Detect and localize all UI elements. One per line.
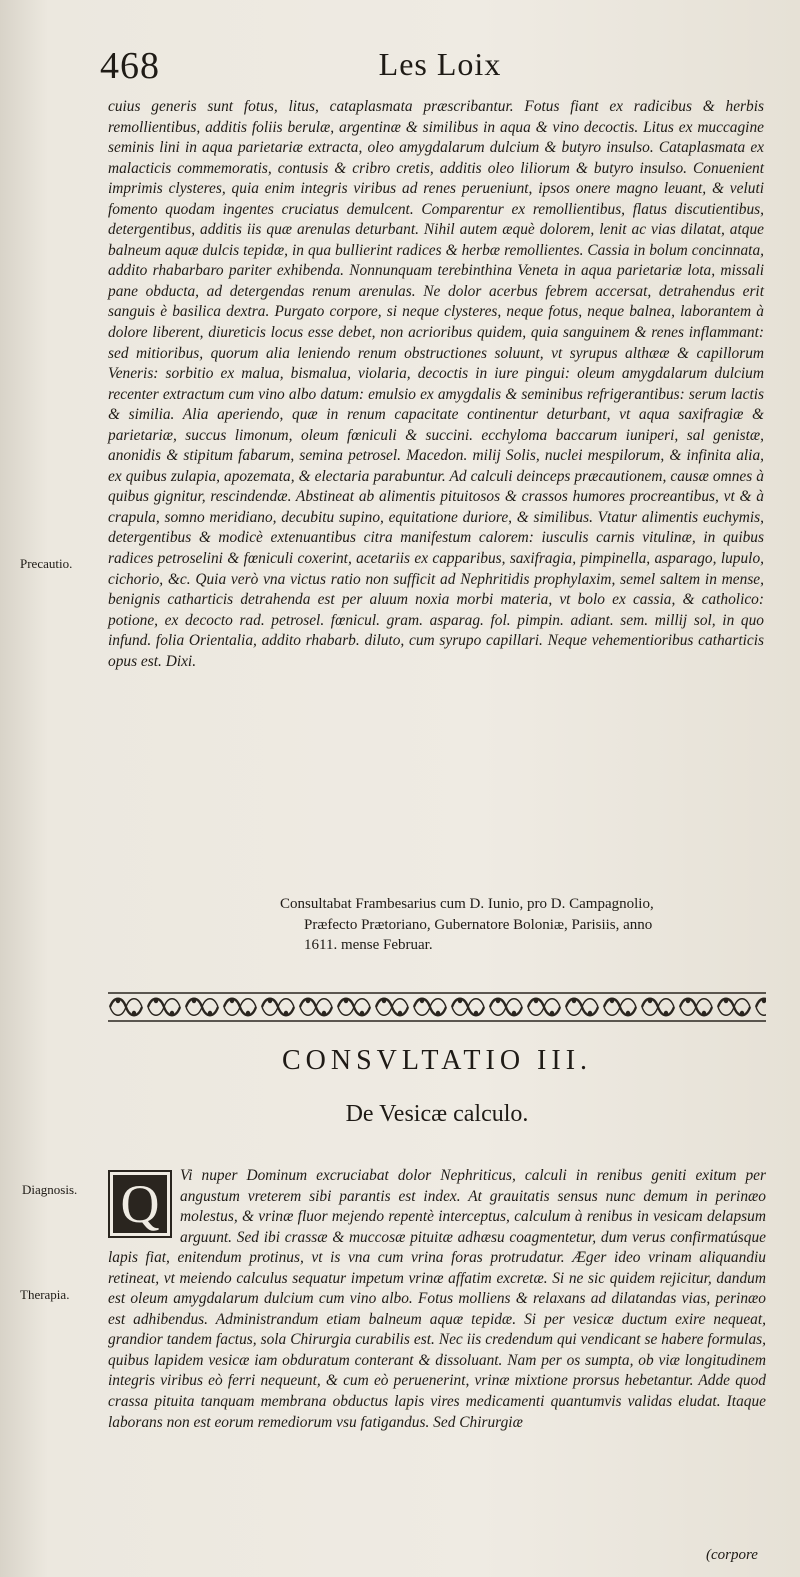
signature-line-3: 1611. mense Februar. [304, 937, 433, 953]
signature-line-1: Consultabat Frambesarius cum D. Iunio, pro D. Campagnolio, [280, 896, 654, 912]
signature-line-2: Præfecto Prætoriano, Gubernatore Boloniæ, Parisiis, anno [304, 916, 653, 933]
drop-cap: Q [108, 1170, 172, 1238]
body-paragraph-1: cuius generis sunt fotus, litus, cataplasmata præscribantur. Fotus fiant ex radicibus & herbis remollientibus, additis foliis berulæ, argentinæ & similibus in aqua & vino decoctis. Litus ex muccagine seminis lini in aqua parietariæ extracta, oleo amygdalarum dulcium & butyro insulso. Cataplasmata ex malacticis commemoratis, contusis & cribro cretis, additis oleo liliorum & butyro insulso. Conuenient imprimis clysteres, quia enim integris viribus ad renes perueniunt, ipsos onere magno leuant, & veluti fomento quodam ingentes cruciatus demulcent. Comparentur ex remollientibus, flatus discutientibus, detergentibus, additis iis quæ arenulas deturbant. Nihil autem æquè dolorem, lenit ac vias dilatat, atque balneum aquæ dulcis tepidæ, in qua bullierint radices & herbæ remollientes. Cassia in bolum concinnata, addito rhabarbaro pariter exhibenda. Nonnunquam terebinthina Veneta in aqua parietariæ lota, missali pane obducta, ad detergendas renum arenulas. Ne dolor acerbus febrem accersat, detrahendus erit sanguis è basilica dextra. Purgato corpore, si neque clysteres, neque fotus, neque balnea, laborantem à dolore liberent, diureticis locus esse debet, non acrioribus quidem, quia sanguinem & renes inflammant: sed mitioribus, quorum alia leniendo renum obstructiones soluunt, vt syrupus althææ & capillorum Veneris: sorbitio ex malua, bismalua, violaria, decoctis in iure pingui: oleum amygdalarum dulcium recenter extractum cum vino albo datum: emulsio ex amygdalis & seminibus refrigerantibus: serum lactis & similia. Alia aperiendo, quæ in renum capacitate continentur deturbant, vt aqua saxifragiæ & parietariæ, succus limonum, oleum fœniculi & succini. ecchyloma baccarum iuniperi, sal genistæ, anonidis & stipitum fabarum, semina petrosel. Macedon. milij Solis, nuclei mespilorum, & infinita alia, ex quibus zulapia, apozemata, & electaria parabuntur. Ad calculi deinceps præcautionem, causæ omnes à quibus gignitur, rescindendæ. Abstineat ab alimentis pituitosos & crassos humores procreantibus, vt & à crapula, somno meridiano, decubitu supino, equitatione duriore, & similibus. Vtatur alimentis euchymis, detergentibus & modicè extenuantibus citra manifestum calorem: iusculis carnis vitulinæ, in quibus radices petroselini & fœniculi coxerint, acetariis ex capparibus, saxifragia, pimpinella, asparago, lupulo, cichorio, &c. Quia verò vna victus ratio non sufficit ad Nephritidis prophylaxim, semel saltem in mense, benignis catharticis detrahenda est per aluum noxia morbi materia, vt bolo ex cassia, & catholico: potione, ex decocto rad. petrosel. fœnicul. gram. asparag. fol. pimpin. adiant. sem. millij sol, in quo infund. folia Orientalia, addito rhabarb. diluto, cum syrupo capillari. Neque vehementioribus catharticis opus est. Dixi. [108, 98, 764, 670]
ornamental-divider [108, 990, 766, 1024]
consultation-signature [280, 894, 772, 956]
running-title: Les Loix [378, 46, 502, 82]
margin-note-therapia: Therapia. [20, 1287, 70, 1302]
paragraph-2-text: Vi nuper Dominum excruciabat dolor Nephriticus, calculi in renibus geniti exitum per angustum vreterem sibi parantis est index. At grauitatis sensus nunc demum in perinæo molestus, & vrinæ fluor mejendo repentè interceptus, calculum à renibus in vesicam delapsum arguunt. Sed ibi crassæ & muccosæ pituitæ adhæsu coagmentetur, dum verus confirmatúsque lapis fiat, enitendum protinus, vt is vna cum vrina foras protrudatur. Æger ideo vrinam aliquandiu retineat, vt meiendo calculus sequatur impetum vrinæ affatim excretæ. Si ne sic quidem rejicitur, dandum est oleum amygdalarum dulcium cum vino albo. Fotus molliens & relaxans ad dilatandas vias, perinæo est adhibendus. Administrandum etiam balneum aquæ tepidæ. Si per vesicæ ductum exire nequeat, grandior tandem factus, sola Chirurgia curabilis est. Nec iis credendum qui vendicant se habere formulas, quibus lapidem vesicæ iam obduratum conterant & dissoluant. Nam per os sumpta, ob viæ longitudinem integris viribus eò ferri nequeunt, & cum eò peruenerint, vrinæ mixtione prorsus hebetantur. Adde quod crassa pituita tanquam membrana obductus lapis vires medicamenti quantumvis validas eludat. Itaque laborans non est eorum remediorum vsu fatigandus. Sed Chirurgiæ [108, 1167, 766, 1431]
margin-note-precautio: Precautio. [20, 556, 73, 571]
page-header [100, 44, 780, 94]
body-paragraph-2 [108, 1166, 766, 1433]
page-number: 468 [100, 45, 160, 87]
section-subtitle: De Vesicæ calculo. [345, 1101, 529, 1127]
section-title: CONSVLTATIO III. [281, 1045, 593, 1076]
margin-note-diagnosis: Diagnosis. [22, 1182, 78, 1197]
catchword: (corpore [706, 1547, 758, 1563]
